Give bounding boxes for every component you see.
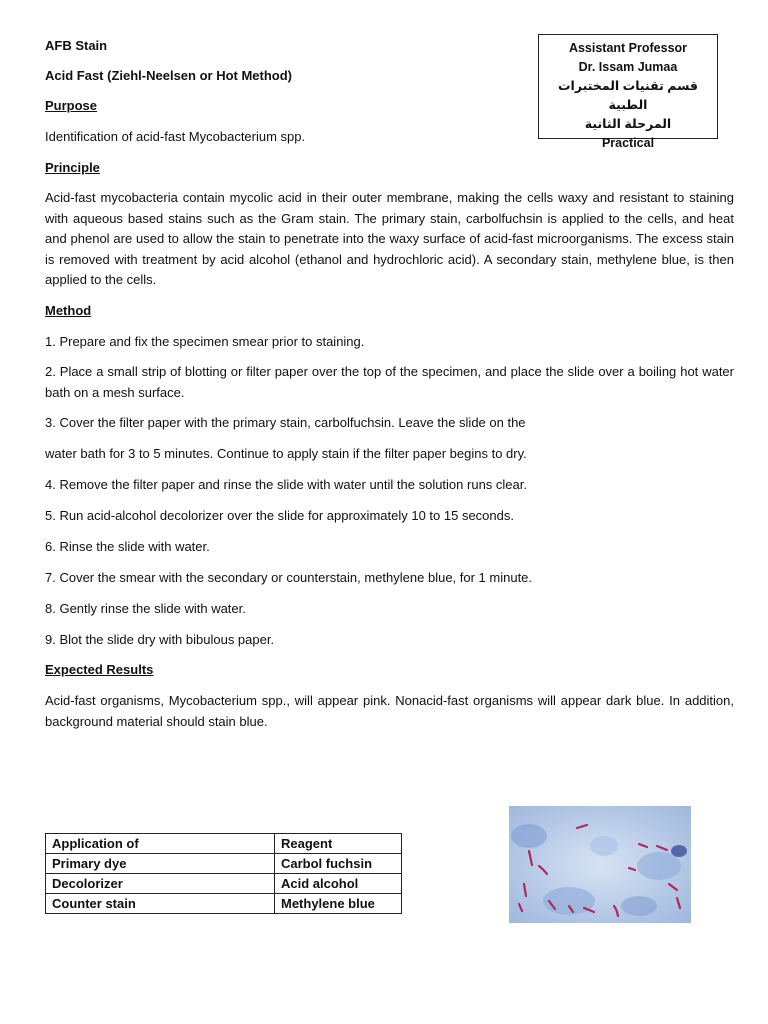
method-step: 8. Gently rinse the slide with water.: [45, 601, 246, 616]
stain-blotch: [621, 896, 657, 916]
stain-blotch: [543, 887, 595, 915]
micrograph-image: [509, 806, 691, 923]
stain-blotch: [590, 836, 618, 856]
table-row: [46, 874, 402, 894]
method-step: 7. Cover the smear with the secondary or counterstain, methylene blue, for 1 minute.: [45, 570, 533, 585]
table-row: [46, 834, 402, 854]
header-course-type: Practical: [601, 136, 655, 150]
purpose-heading: Purpose: [45, 98, 98, 113]
table-cell: Counter stain: [46, 894, 275, 914]
method-heading: Method: [45, 303, 92, 318]
reagent-table: [45, 833, 402, 914]
table-cell: Application of: [46, 834, 275, 854]
stain-blotch: [671, 845, 687, 857]
header-title: Assistant Professor: [568, 41, 688, 55]
table-cell: Reagent: [275, 834, 402, 854]
results-heading: Expected Results: [45, 662, 154, 677]
principle-heading: Principle: [45, 160, 100, 175]
method-step: 3. Cover the filter paper with the primary stain, carbolfuchsin. Leave the slide on the: [45, 415, 526, 430]
doc-subtitle: Acid Fast (Ziehl-Neelsen or Hot Method): [45, 68, 293, 83]
table-cell: Carbol fuchsin: [275, 854, 402, 874]
method-step: 1. Prepare and fix the specimen smear prior to staining.: [45, 334, 365, 349]
table-cell: Methylene blue: [275, 894, 402, 914]
table-cell: Acid alcohol: [275, 874, 402, 894]
principle-text: Acid-fast mycobacteria contain mycolic acid in their outer membrane, making the cells waxy and resistant to staining with aqueous based stains such as the Gram stain. The primary stain, carbolfuchsin is applied to the cells, and heat and phenol are used to allow the stain to penetrate into the waxy surface of acid-fast microorganisms. The excess stain is removed with treatment by acid alcohol (ethanol and hydrochloric acid). A secondary stain, methylene blue, is then applied to the cells.: [45, 190, 734, 287]
method-step: 5. Run acid-alcohol decolorizer over the slide for approximately 10 to 15 seconds.: [45, 508, 514, 523]
method-step: 9. Blot the slide dry with bibulous paper.: [45, 632, 275, 647]
method-step: 4. Remove the filter paper and rinse the slide with water until the solution runs clear.: [45, 477, 527, 492]
results-text: Acid-fast organisms, Mycobacterium spp., will appear pink. Nonacid-fast organisms will appear dark blue. In addition, background material should stain blue.: [45, 693, 734, 729]
header-author: Dr. Issam Jumaa: [578, 60, 678, 74]
header-stage: المرحلة الثانية: [584, 117, 672, 131]
table-cell: Decolorizer: [46, 874, 275, 894]
method-step: water bath for 3 to 5 minutes. Continue to apply stain if the filter paper begins to dry.: [45, 446, 527, 461]
header-department: قسم تقنيات المختبرات الطبية: [558, 79, 698, 112]
purpose-text: Identification of acid-fast Mycobacterium spp.: [45, 129, 306, 144]
micrograph-svg: [509, 806, 691, 923]
doc-title: AFB Stain: [45, 38, 108, 53]
table-row: [46, 894, 402, 914]
stain-blotch: [511, 824, 547, 848]
table-row: [46, 854, 402, 874]
stain-blotch: [637, 852, 681, 880]
method-step: 6. Rinse the slide with water.: [45, 539, 210, 554]
method-step: 2. Place a small strip of blotting or filter paper over the top of the specimen, and place the slide over a boiling hot water bath on a mesh surface.: [45, 364, 734, 400]
table-cell: Primary dye: [46, 854, 275, 874]
